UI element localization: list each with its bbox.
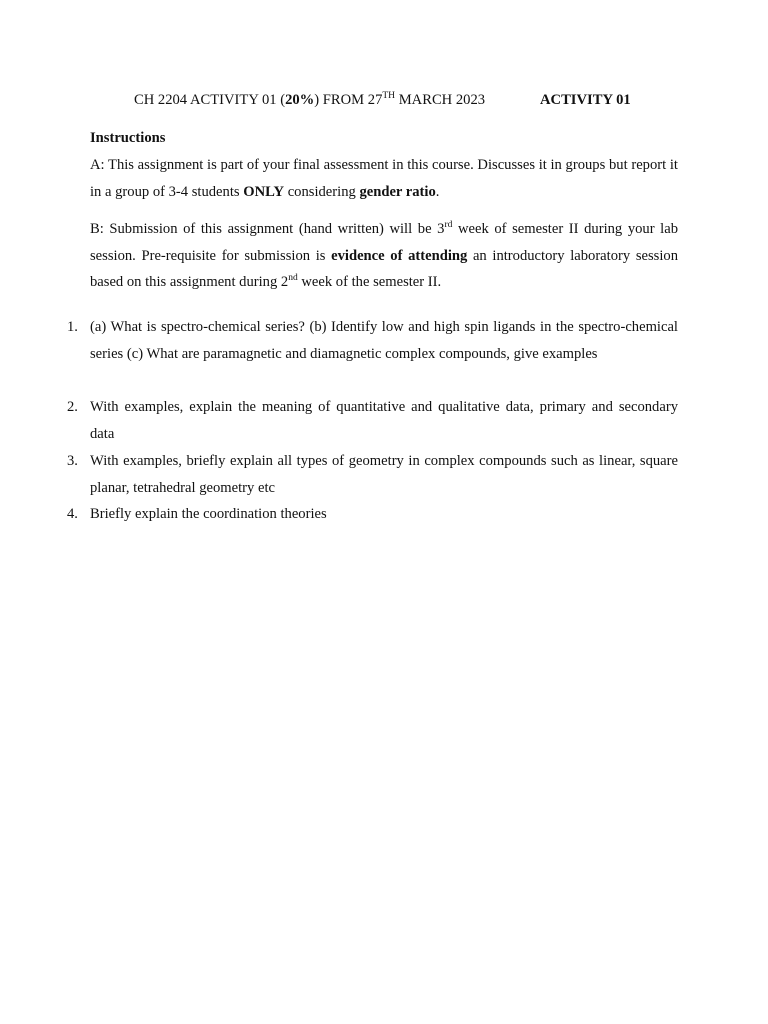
instruction-a-bold-gender: gender ratio [359,183,436,200]
instruction-a-bold-only: ONLY [243,183,285,200]
question-text: With examples, briefly explain all types of geometry in complex compounds such as linear, square planar, tetrahedral geometry etc [90,453,678,496]
question-number: 2. [67,399,78,415]
instruction-a [90,152,678,205]
instruction-b-text4: week of the semester II. [297,274,442,290]
instruction-b-sup-rd: rd [444,220,453,230]
question-item [67,394,678,447]
instruction-b [90,216,678,296]
question-text: With examples, explain the meaning of quantitative and qualitative data, primary and secondary data [90,399,678,442]
instruction-b-text2: week of semester II during your lab session. Pre-requisite for submission is [90,221,678,264]
question-item [67,314,678,367]
instruction-b-text1: B: Submission of this assignment (hand written) will be 3 [90,221,445,237]
instruction-a-text1: A: This assignment is part of your final assessment in this course. Discusses it in groups but report it in a group of 3-4 students [90,157,678,200]
title-prefix: CH 2204 ACTIVITY 01 ( [134,92,286,108]
instruction-a-text2: considering [284,183,360,200]
instruction-b-text3: an introductory laboratory session based on this assignment during 2 [90,247,678,290]
question-text: (a) What is spectro-chemical series? (b) Identify low and high spin ligands in the spectro-chemical series (c) What are paramagnetic and diamagnetic complex compounds, give examples [90,319,678,362]
title-percent: 20% [285,92,315,108]
question-item [67,448,678,501]
instruction-b-bold-evidence: evidence of attending [331,247,468,264]
instructions-heading: Instructions [90,130,166,146]
activity-label: ACTIVITY 01 [540,92,631,108]
title-mid: ) FROM 27 [314,92,383,108]
question-item [67,501,678,528]
question-text: Briefly explain the coordination theories [90,506,327,522]
instruction-a-text3: . [435,183,440,200]
question-number: 4. [67,506,78,522]
question-number: 3. [67,453,78,469]
title-suffix: MARCH 2023 [395,92,486,108]
instruction-b-sup-nd: nd [288,273,298,283]
question-number: 1. [67,319,78,335]
title-superscript: TH [382,91,396,101]
document-title [134,89,654,111]
